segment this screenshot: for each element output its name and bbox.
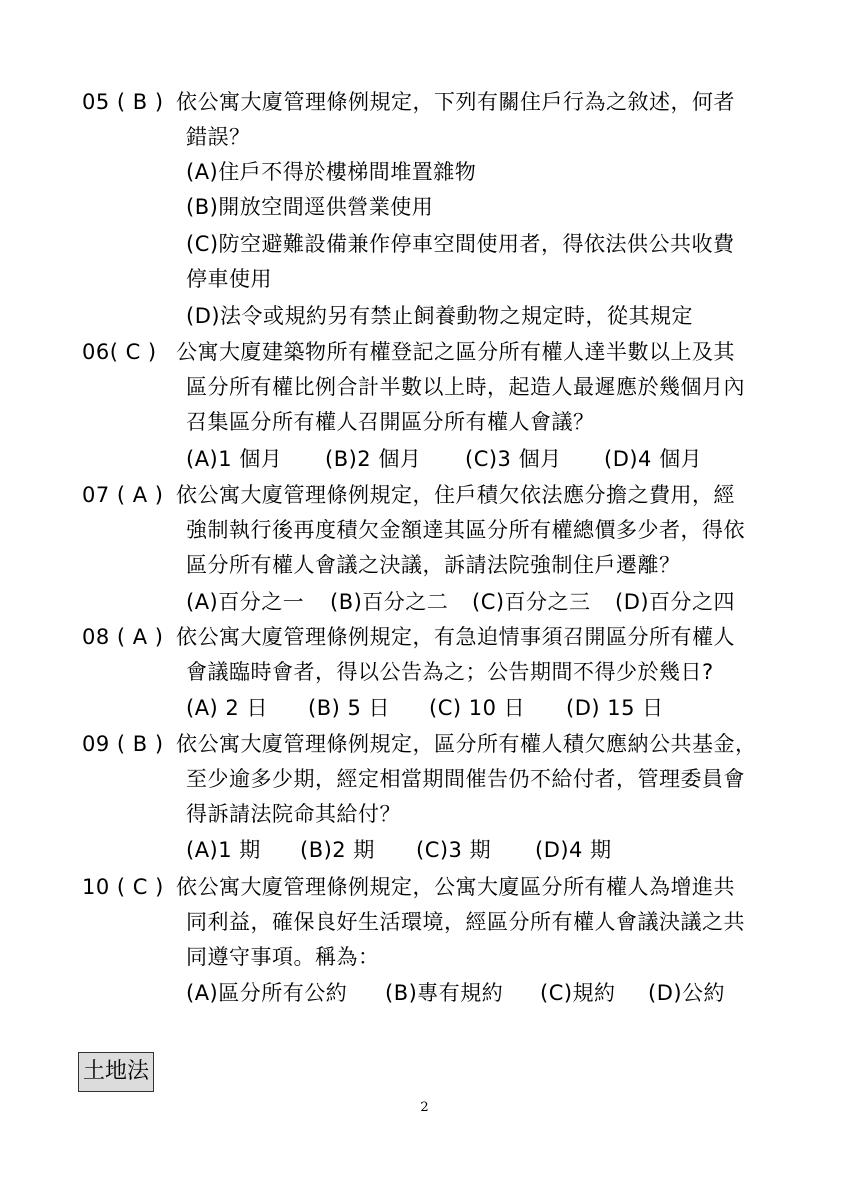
- option-a: (A)區分所有公約: [186, 981, 348, 1005]
- question-text: 同利益，確保良好生活環境，經區分所有權人會議決議之共: [186, 910, 745, 934]
- section-heading: 土地法: [78, 1052, 154, 1092]
- option-d: (D)4 個月: [604, 447, 703, 471]
- option-b: (B)開放空間逕供營業使用: [186, 195, 434, 219]
- question-text: 會議臨時會者，得以公告為之；公告期間不得少於幾日?: [186, 660, 714, 684]
- question-number: 06( C ): [82, 340, 157, 364]
- question-text: 公寓大廈建築物所有權登記之區分所有權人達半數以上及其: [176, 340, 735, 364]
- question-text: 依公寓大廈管理條例規定，住戶積欠依法應分擔之費用，經: [176, 483, 735, 507]
- option-b: (B)百分之二: [330, 590, 449, 614]
- option-b: (B) 5 日: [308, 696, 391, 720]
- question-number: 07 ( A ): [82, 483, 164, 507]
- question-text: 至少逾多少期，經定相當期間催告仍不給付者，管理委員會: [186, 767, 745, 791]
- option-a: (A)住戶不得於樓梯間堆置雜物: [186, 160, 477, 184]
- option-d: (D)4 期: [535, 838, 612, 862]
- option-b: (B)2 個月: [325, 447, 422, 471]
- option-d: (D) 15 日: [566, 696, 664, 720]
- question-number: 09 ( B ): [82, 732, 164, 756]
- option-b: (B)專有規約: [385, 981, 504, 1005]
- question-number: 08 ( A ): [82, 625, 164, 649]
- question-text: 強制執行後再度積欠金額達其區分所有權總價多少者，得依: [186, 518, 745, 542]
- option-a: (A)1 個月: [186, 447, 283, 471]
- option-a: (A) 2 日: [186, 696, 268, 720]
- options-row: [0, 978, 849, 1008]
- options-row: [0, 835, 849, 865]
- question-text: 區分所有權人會議之決議，訴請法院強制住戶遷離？: [186, 553, 681, 577]
- question-text: 依公寓大廈管理條例規定，有急迫情事須召開區分所有權人: [176, 625, 735, 649]
- option-c: (C)3 個月: [465, 447, 562, 471]
- option-c-continued: 停車使用: [186, 267, 272, 291]
- options-row: [0, 444, 849, 474]
- question-text: 依公寓大廈管理條例規定，區分所有權人積欠應納公共基金，: [176, 732, 757, 756]
- question-text: 錯誤？: [186, 125, 251, 149]
- question-text: 區分所有權比例合計半數以上時，起造人最遲應於幾個月內: [186, 375, 745, 399]
- option-c: (C) 10 日: [429, 696, 526, 720]
- question-text: 依公寓大廈管理條例規定，公寓大廈區分所有權人為增進共: [176, 875, 735, 899]
- option-b: (B)2 期: [300, 838, 375, 862]
- option-c: (C)防空避難設備兼作停車空間使用者，得依法供公共收費: [186, 232, 735, 256]
- option-c: (C)規約: [540, 981, 616, 1005]
- option-d: (D)法令或規約另有禁止飼養動物之規定時，從其規定: [186, 304, 694, 328]
- page-number: 2: [420, 1100, 429, 1115]
- option-a: (A)1 期: [186, 838, 261, 862]
- option-c: (C)3 期: [416, 838, 492, 862]
- option-d: (D)公約: [648, 981, 726, 1005]
- question-text: 得訴請法院命其給付？: [186, 802, 401, 826]
- question-number: 05 ( B ): [82, 90, 164, 114]
- question-text: 依公寓大廈管理條例規定，下列有關住戶行為之敘述，何者: [176, 90, 735, 114]
- options-row: [0, 693, 849, 723]
- question-text: 同遵守事項。稱為：: [186, 945, 380, 969]
- options-row: [0, 587, 849, 617]
- option-d: (D)百分之四: [615, 590, 736, 614]
- question-number: 10 ( C ): [82, 875, 164, 899]
- option-a: (A)百分之一: [186, 590, 305, 614]
- question-text: 召集區分所有權人召開區分所有權人會議？: [186, 410, 595, 434]
- option-c: (C)百分之三: [472, 590, 591, 614]
